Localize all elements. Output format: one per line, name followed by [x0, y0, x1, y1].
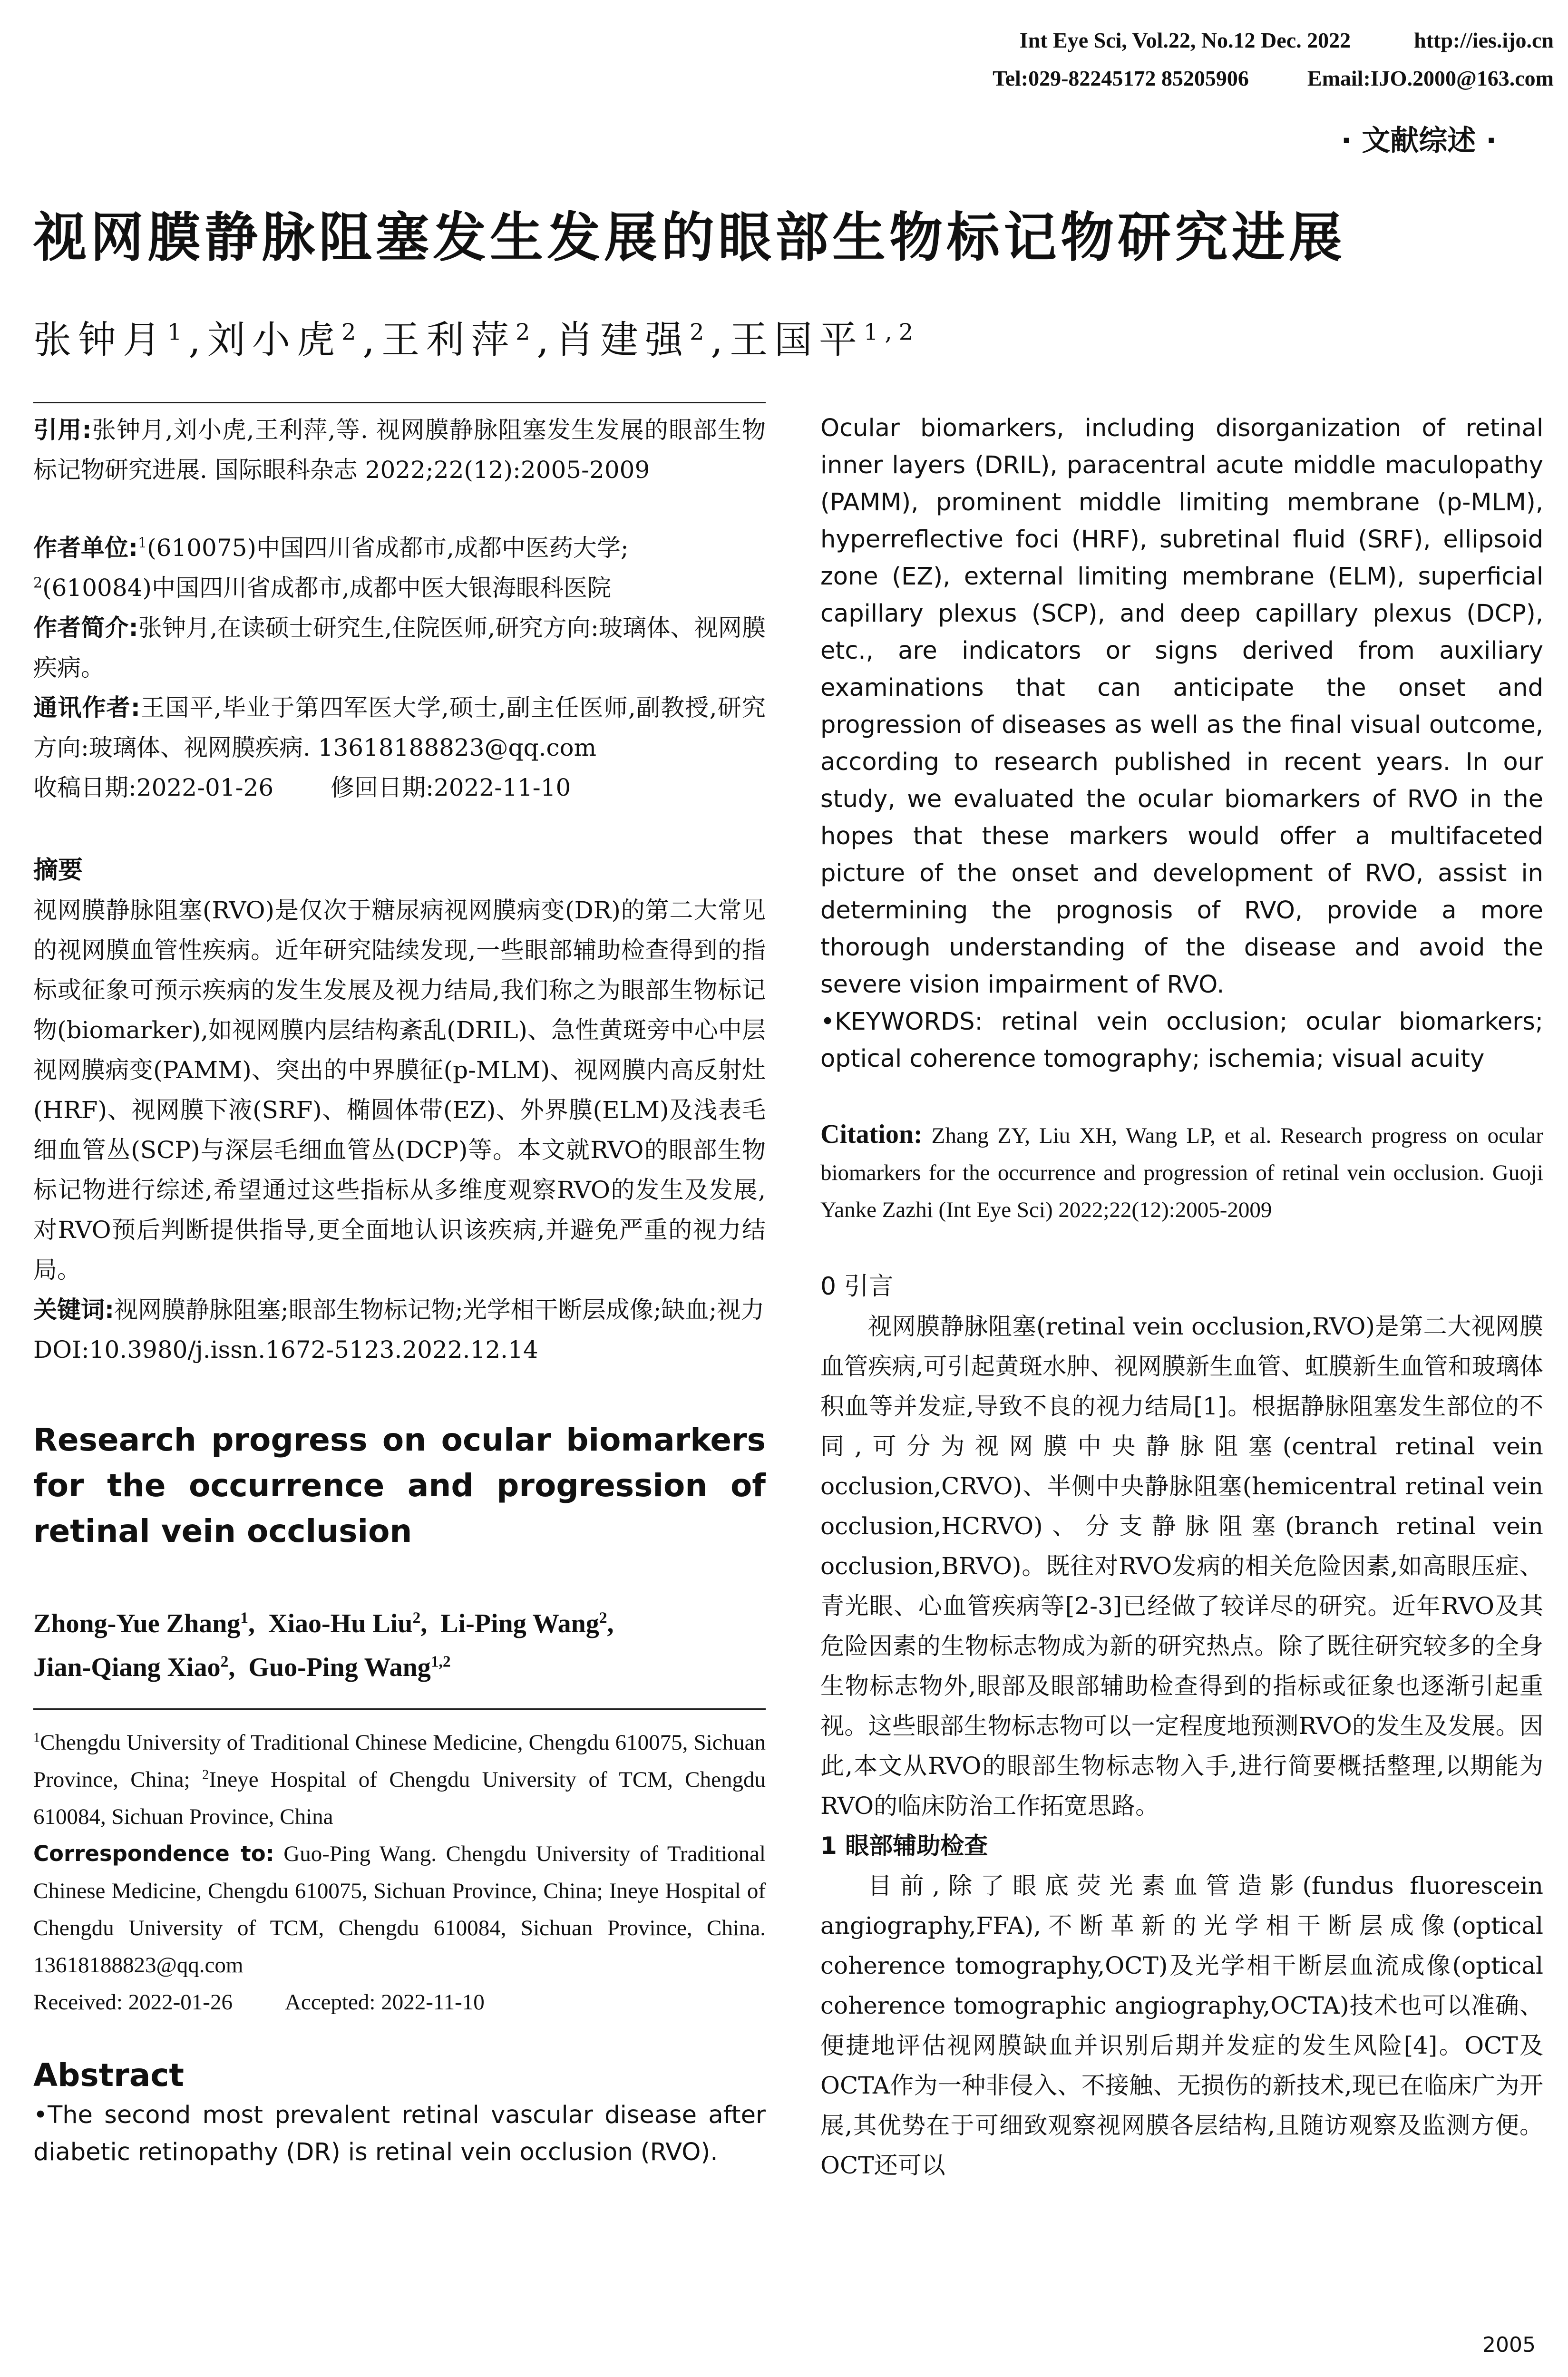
author-cn-5: 王国平 [729, 318, 864, 362]
abstract-en-heading: Abstract [33, 2057, 184, 2094]
journal-issue-line: Int Eye Sci, Vol.22, No.12 Dec. 2022 [1019, 28, 1351, 52]
abstract-en-continued: Ocular biomarkers, including disorganization of retinal inner layers (DRIL), paracentral acute middle maculopathy (PAMM), prominent middle limiting membrane (p-MLM), hyperreflective foci (HRF), subretinal fluid (SRF), ellipsoid zone (EZ), external limiting membrane (ELM), superficial capillary plexus (SCP), and deep capillary plexus (DCP), etc., are indicators or signs derived from auxiliary examinations that can anticipate the onset and progression of diseases as well as the final visual outcome, according to research published in recent years. In our study, we evaluated the ocular biomarkers of RVO in the hopes that these markers would offer a multifaceted picture of the onset and development of RVO, assist in determining the prognosis of RVO, provide a more thorough understanding of the disease and avoid the severe vision impairment of RVO. [820, 414, 1543, 999]
dates-cn: 收稿日期:2022-01-26 修回日期:2022-11-10 [33, 774, 571, 801]
english-authors-divider [33, 1708, 766, 1710]
citation-cn: 引用:张钟月,刘小虎,王利萍,等. 视网膜静脉阻塞发生发展的眼部生物标记物研究进展. 国际眼科杂志 2022;22(12):2005-2009 [33, 416, 766, 484]
journal-url: http://ies.ijo.cn [1414, 28, 1554, 52]
page-title: 视网膜静脉阻塞发生发展的眼部生物标记物研究进展 [33, 207, 1346, 269]
doi: DOI:10.3980/j.issn.1672-5123.2022.12.14 [33, 1336, 538, 1364]
abstract-en-start: •The second most prevalent retinal vascular disease after diabetic retinopathy (DR) is retinal vein occlusion (RVO). [33, 2101, 766, 2166]
abstract-cn-heading: 摘要 [33, 856, 83, 885]
section-0-heading: 0 引言 [820, 1272, 894, 1301]
english-title: Research progress on ocular biomarkers for the occurrence and progression of retinal vein occlusion [33, 1422, 766, 1549]
authors-cn: 张钟月$^1$,刘小虎$^2$,王利萍$^2$,肖建强$^2$,王国平$^{1,2}$ [33, 318, 920, 362]
author-cn-4: 肖建强 [555, 318, 690, 362]
title-divider [33, 402, 766, 403]
citation-en: Citation: Zhang ZY, Liu XH, Wang LP, et al. Research progress on ocular biomarkers for the occurrence and progression of retinal vein occlusion. Guoji Yanke Zazhi (Int Eye Sci) 2022;22(12):2005-2009 [820, 1120, 1544, 1222]
journal-tel: Tel:029-82245172 85205906 [993, 66, 1249, 90]
author-cn-2: 刘小虎 [207, 318, 341, 362]
journal-email: Email:IJO.2000@163.com [1307, 66, 1554, 90]
affiliation-cn: 作者单位:$^1$(610075)中国四川省成都市,成都中医药大学; $^2$(610084)中国四川省成都市,成都中医大银海眼科医院 [33, 534, 629, 602]
page-number: 2005 [1482, 2333, 1536, 2357]
author-cn-1: 张钟月 [33, 318, 167, 362]
section-1-text: 目前,除了眼底荧光素血管造影(fundus fluorescein angiography,FFA),不断革新的光学相干断层成像(optical coherence tomography,OCT)及光学相干断层血流成像(optical coherence tomographic angiography,OCTA)技术也可以准确、便捷地评估视网膜缺血并识别后期并发症的发生风险[4]。OCT及OCTA作为一种非侵入、不接触、无损伤的新技术,现已在临床广为开展,其优势在于可细致观察视网膜各层结构,且随访观察及监测方便。OCT还可以 [820, 1872, 1543, 2179]
author-bio: 作者简介:张钟月,在读硕士研究生,住院医师,研究方向:玻璃体、视网膜疾病。 [33, 614, 766, 682]
keywords-cn: 关键词:视网膜静脉阻塞;眼部生物标记物;光学相干断层成像;缺血;视力 [33, 1296, 765, 1324]
section-0-text: 视网膜静脉阻塞(retinal vein occlusion,RVO)是第二大视网膜血管疾病,可引起黄斑水肿、视网膜新生血管、虹膜新生血管和玻璃体积血等并发症,导致不良的视力结局[1]。根据静脉阻塞发生部位的不同,可分为视网膜中央静脉阻塞(central retinal vein occlusion,CRVO)、半侧中央静脉阻塞(hemicentral retinal vein occlusion,HCRVO)、分支静脉阻塞(branch retinal vein occlusion,BRVO)。既往对RVO发病的相关危险因素,如高眼压症、青光眼、心血管疾病等[2-3]已经做了较详尽的研究。近年RVO及其危险因素的生物标志物成为新的研究热点。除了既往研究较多的全身生物标志物外,眼部及眼部辅助检查得到的指标或征象也逐渐引起重视。这些眼部生物标志物可以一定程度地预测RVO的发生及发展。因此,本文从RVO的眼部生物标志物入手,进行简要概括整理,以期能为RVO的临床防治工作拓宽思路。 [820, 1313, 1543, 1820]
english-correspondence: Correspondence to: Guo-Ping Wang. Chengdu University of Traditional Chinese Medicine, Chengdu 610075, Sichuan Province, China; Ineye Hospital of Chengdu University of TCM, Chengdu 610084, Sichuan Province, China. 13618188823@qq.com [33, 1841, 766, 1978]
section-1-heading: 1 眼部辅助检查 [820, 1832, 988, 1860]
english-authors: Zhong-Yue Zhang$^1$, Xiao-Hu Liu$^2$, Li-Ping Wang$^2$, Jian-Qiang Xiao$^2$, Guo-Ping Wang$^{1,2}$ [33, 1609, 614, 1682]
right-column [820, 410, 1543, 2185]
left-column [33, 410, 766, 2171]
section-label: · 文献综述 · [1341, 124, 1497, 157]
corresponding-author: 通讯作者:王国平,毕业于第四军医大学,硕士,副主任医师,副教授,研究方向:玻璃体、视网膜疾病. 13618188823@qq.com [33, 694, 766, 761]
abstract-cn: 视网膜静脉阻塞(RVO)是仅次于糖尿病视网膜病变(DR)的第二大常见的视网膜血管性疾病。近年研究陆续发现,一些眼部辅助检查得到的指标或征象可预示疾病的发生发展及视力结局,我们称之为眼部生物标记物(biomarker),如视网膜内层结构紊乱(DRIL)、急性黄斑旁中心中层视网膜病变(PAMM)、突出的中界膜征(p-MLM)、视网膜内高反射灶(HRF)、视网膜下液(SRF)、椭圆体带(EZ)、外界膜(ELM)及浅表毛细血管丛(SCP)与深层毛细血管丛(DCP)等。本文就RVO的眼部生物标记物进行综述,希望通过这些指标从多维度观察RVO的发生及发展,对RVO预后判断提供指导,更全面地认识该疾病,并避免严重的视力结局。 [33, 896, 766, 1284]
author-cn-3: 王利萍 [381, 318, 516, 362]
english-dates: Received: 2022-01-26 Accepted: 2022-11-10 [33, 1990, 485, 2015]
english-affiliations: $^1$Chengdu University of Traditional Chinese Medicine, Chengdu 610075, Sichuan Province, China; $^2$Ineye Hospital of Chengdu University of TCM, Chengdu 610084, Sichuan Province, China [33, 1730, 766, 1829]
keywords-en: •KEYWORDS: retinal vein occlusion; ocular biomarkers; optical coherence tomography; ischemia; visual acuity [820, 1008, 1544, 1073]
